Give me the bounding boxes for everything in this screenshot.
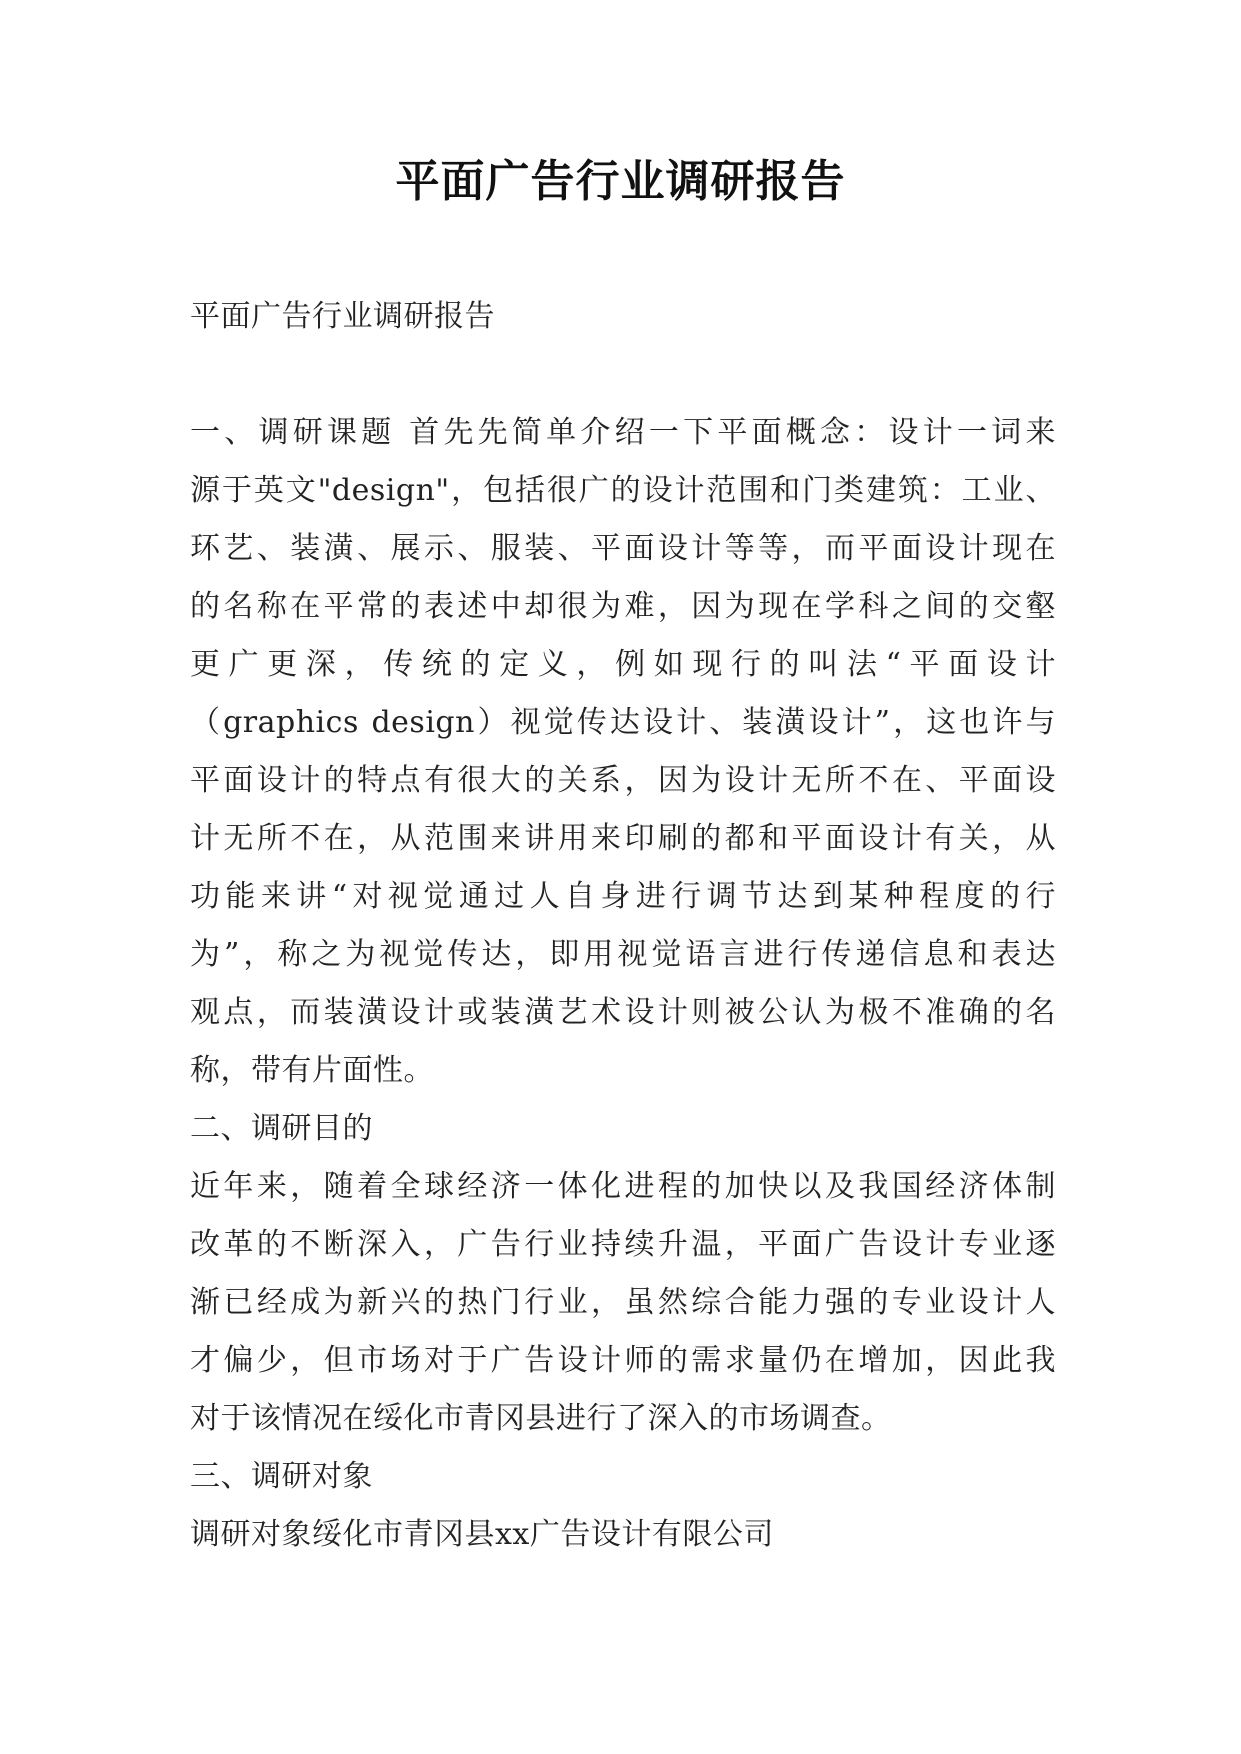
paragraph-line: 称，带有片面性。	[190, 1053, 434, 1088]
section-2-heading: 二、调研目的	[190, 1111, 373, 1146]
paragraph-line: 的名称在平常的表述中却很为难，因为现在学科之间的交壑	[190, 589, 1056, 624]
paragraph-line: （graphics design）视觉传达设计、装潢设计”，这也许与	[190, 705, 1056, 740]
paragraph-line: 源于英文"design"，包括很广的设计范围和门类建筑：工业、	[190, 473, 1056, 508]
paragraph-line: 才偏少，但市场对于广告设计师的需求量仍在增加，因此我	[190, 1343, 1056, 1378]
paragraph-line: 平面设计的特点有很大的关系，因为设计无所不在、平面设	[190, 763, 1056, 798]
paragraph-line: 更广更深，传统的定义，例如现行的叫法“平面设计	[190, 647, 1056, 682]
paragraph-line: 为”，称之为视觉传达，即用视觉语言进行传递信息和表达	[190, 937, 1056, 972]
paragraph-line: 调研对象绥化市青冈县xx广告设计有限公司	[190, 1517, 774, 1552]
document-subtitle: 平面广告行业调研报告	[190, 299, 495, 334]
paragraph-line: 功能来讲“对视觉通过人自身进行调节达到某种程度的行	[190, 879, 1056, 914]
section-3-heading: 三、调研对象	[190, 1459, 373, 1494]
paragraph-line: 改革的不断深入，广告行业持续升温，平面广告设计专业逐	[190, 1227, 1056, 1262]
paragraph-line: 环艺、装潢、展示、服装、平面设计等等，而平面设计现在	[190, 531, 1056, 566]
paragraph-line: 一、调研课题 首先先简单介绍一下平面概念：设计一词来	[190, 415, 1056, 450]
section-3-paragraph	[190, 1506, 1056, 1564]
paragraph-line: 渐已经成为新兴的热门行业，虽然综合能力强的专业设计人	[190, 1285, 1056, 1320]
document-body	[190, 288, 1056, 1564]
paragraph-spacer	[190, 346, 1056, 404]
paragraph-line: 近年来，随着全球经济一体化进程的加快以及我国经济体制	[190, 1169, 1056, 1204]
paragraph-line: 对于该情况在绥化市青冈县进行了深入的市场调查。	[190, 1401, 892, 1436]
paragraph-line: 观点，而装潢设计或装潢艺术设计则被公认为极不准确的名	[190, 995, 1056, 1030]
paragraph-line: 计无所不在，从范围来讲用来印刷的都和平面设计有关，从	[190, 821, 1056, 856]
document-title: 平面广告行业调研报告	[395, 156, 846, 207]
section-2-paragraph	[190, 1158, 1056, 1448]
section-1-paragraph	[190, 404, 1056, 1100]
